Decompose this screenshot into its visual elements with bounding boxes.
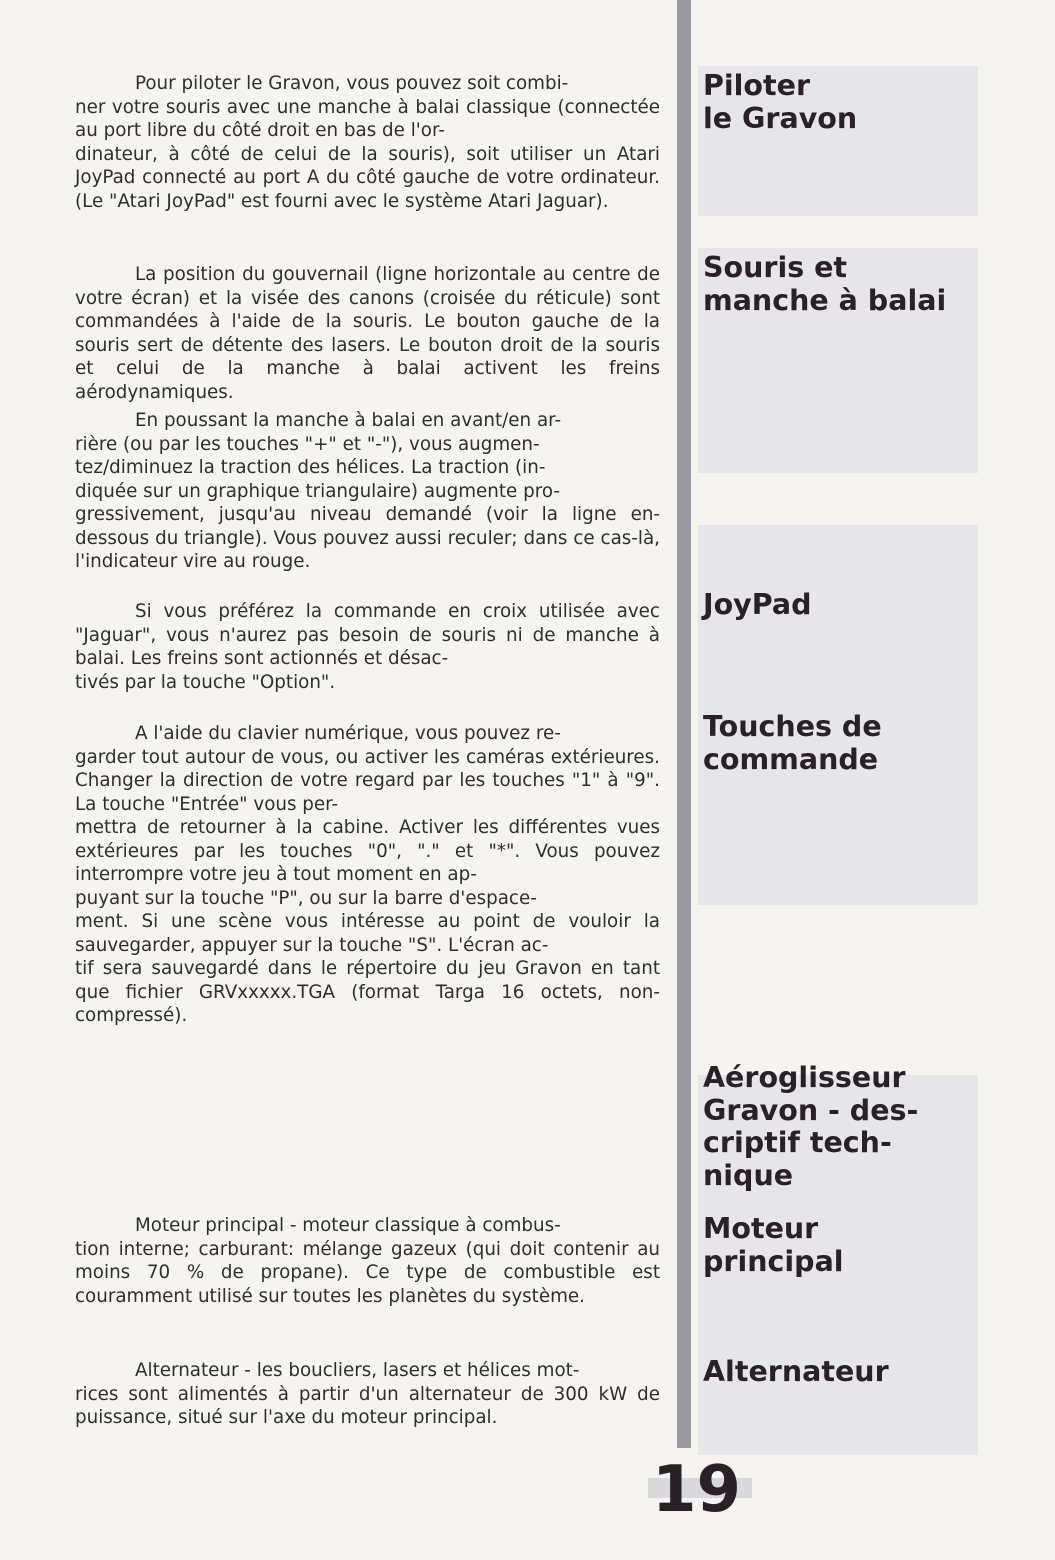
paragraph-moteur — [75, 1214, 660, 1308]
heading-souris: Souris et manche à balai — [703, 251, 947, 317]
heading-joypad: JoyPad — [703, 588, 812, 621]
body-paragraph: A l'aide du clavier numérique, vous pouvez re- garder tout autour de vous, ou activer les caméras extérieures. Changer la direction de votre regard par les touches "1" à "9". La touche "Entrée" vous per- mettra de retourner à la cabine. Activer les différentes vues extérieures par les touches "0", "." et "*". Vous pouvez interrompre votre jeu à tout moment en ap- puyant sur la touche "P", ou sur la barre d'espace- ment. Si une scène vous intéresse au point de vouloir la sauvegarder, appuyer sur la touche "S". L'écran ac- tif sera sauvegardé dans le répertoire du jeu Gravon en tant que fichier GRVxxxxx.TGA (format Targa 16 octets, non-compressé). — [75, 723, 660, 1026]
paragraph-souris — [75, 263, 660, 404]
body-paragraph: Alternateur - les boucliers, lasers et hélices mot- rices sont alimentés à partir d'un alternateur de 300 kW de puissance, situé sur l'axe du moteur principal. — [75, 1360, 660, 1428]
body-paragraph: Moteur principal - moteur classique à combus- tion interne; carburant: mélange gazeux (qui doit contenir au moins 70 % de propane). Ce type de combustible est couramment utilisé sur toutes les planètes du système. — [75, 1215, 660, 1307]
heading-alternateur: Alternateur — [703, 1355, 889, 1388]
body-paragraph: En poussant la manche à balai en avant/en ar- rière (ou par les touches "+" et "-"), vous augmen- tez/diminuez la traction des hélices. La traction (in- diquée sur un graphique triangulaire) augmente pro- gressivement, jusqu'au niveau demandé (voir la ligne en-dessous du triangle). Vous pouvez aussi reculer; dans ce cas-là, l'indicateur vire au rouge. — [75, 410, 660, 572]
heading-touches: Touches de commande — [703, 710, 882, 776]
heading-aeroglisseur: Aéroglisseur Gravon - des- criptif tech- nique — [703, 1061, 919, 1192]
body-paragraph: Pour piloter le Gravon, vous pouvez soit combi- ner votre souris avec une manche à balai classique (connectée au port libre du côté droit en bas de l'or- dinateur, à côté de celui de la souris), soit utiliser un Atari JoyPad connecté au port A du côté gauche de votre ordinateur. (Le "Atari JoyPad" est fourni avec le système Atari Jaguar). — [75, 73, 660, 212]
paragraph-touches — [75, 722, 660, 1028]
body-paragraph: La position du gouvernail (ligne horizontale au centre de votre écran) et la visée des canons (croisée du réticule) sont commandées à l'aide de la souris. Le bouton gauche de la souris sert de détente des lasers. Le bouton droit de la souris et celui de la manche à balai activent les freins aérodynamiques. — [75, 264, 660, 403]
paragraph-piloter — [75, 72, 660, 213]
body-paragraph: Si vous préférez la commande en croix utilisée avec "Jaguar", vous n'aurez pas besoin de souris ni de manche à balai. Les freins sont actionnés et désac- tivés par la touche "Option". — [75, 601, 660, 693]
paragraph-traction — [75, 409, 660, 574]
page-number: 19 — [652, 1453, 742, 1527]
paragraph-joypad — [75, 600, 660, 694]
heading-moteur: Moteur principal — [703, 1212, 844, 1278]
paragraph-alternateur — [75, 1359, 660, 1430]
heading-piloter: Piloter le Gravon — [703, 69, 858, 135]
vertical-rule — [677, 0, 691, 1448]
